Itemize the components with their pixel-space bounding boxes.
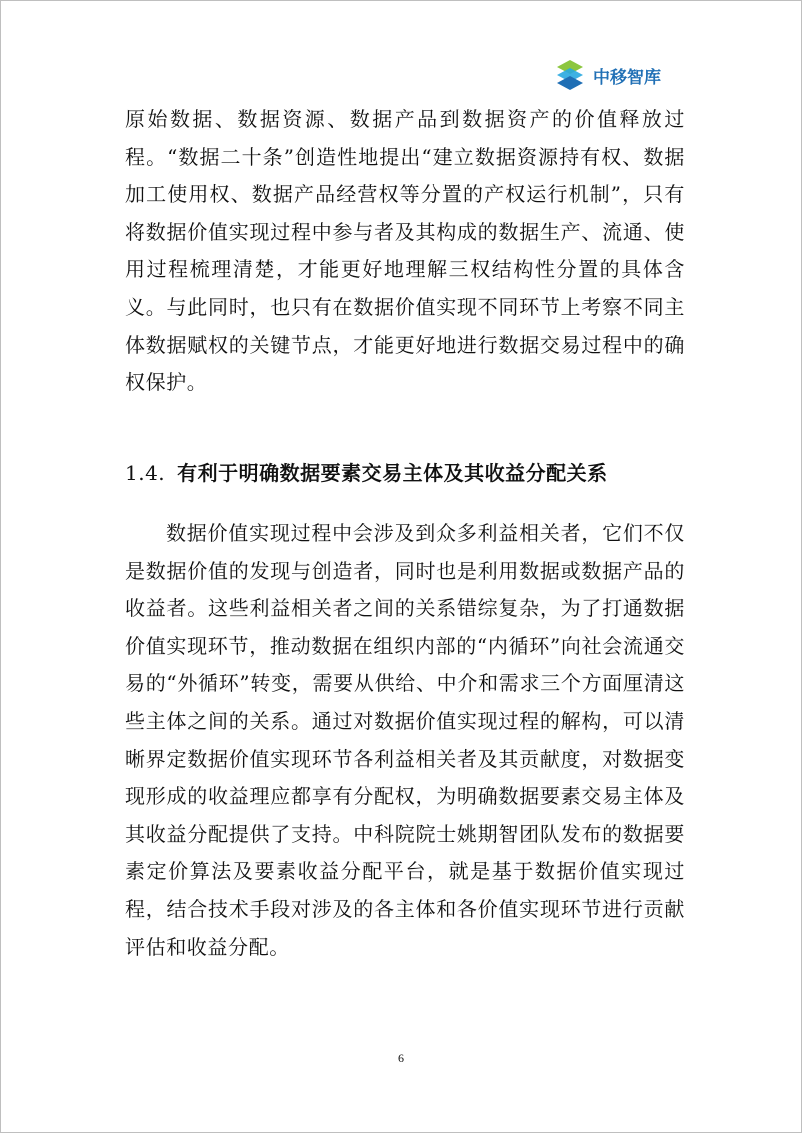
body-paragraph: 原始数据、数据资源、数据产品到数据资产的价值释放过程。“数据二十条”创造性地提出“建立数据资源持有权、数据加工使用权、数据产品经营权等分置的产权运行机制”，只有将数据价值实现过程中参与者及其构成的数据生产、流通、使用过程梳理清楚，才能更好地理解三权结构性分置的具体含义。与此同时，也只有在数据价值实现不同环节上考察不同主体数据赋权的关键节点，才能更好地进行数据交易过程中的确权保护。 [125,107,685,395]
header-logo [553,55,661,95]
china-mobile-think-tank-logo-icon [553,57,587,93]
page-number: 6 [398,1051,404,1065]
body-paragraph: 数据价值实现过程中会涉及到众多利益相关者，它们不仅是数据价值的发现与创造者，同时也是利用数据或数据产品的收益者。这些利益相关者之间的关系错综复杂，为了打通数据价值实现环节，推动数据在组织内部的“内循环”向社会流通交易的“外循环”转变，需要从供给、中介和需求三个方面厘清这些主体之间的关系。通过对数据价值实现过程的解构，可以清晰界定数据价值实现环节各利益相关者及其贡献度，对数据变现形成的收益理应都享有分配权，为明确数据要素交易主体及其收益分配提供了支持。中科院院士姚期智团队发布的数据要素定价算法及要素收益分配平台，就是基于数据价值实现过程，结合技术手段对涉及的各主体和各价值实现环节进行贡献评估和收益分配。 [125,521,685,959]
section-title: 有利于明确数据要素交易主体及其收益分配关系 [177,461,608,485]
section-heading [125,455,685,491]
section-number: 1.4. [125,461,166,485]
logo-text: 中移智库 [593,67,661,88]
